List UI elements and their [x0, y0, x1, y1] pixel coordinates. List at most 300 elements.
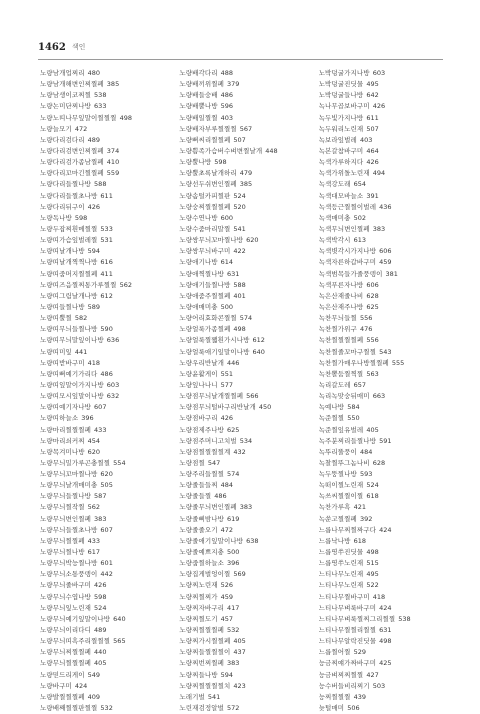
- index-term: 노량배끼위찔폐: [179, 80, 224, 89]
- index-term: 노량얼룩가좀찔폐: [179, 325, 231, 334]
- index-entry: [40, 235, 166, 246]
- index-page-ref: 442: [100, 570, 113, 579]
- index-term: 노래기벌: [179, 692, 205, 701]
- index-term: 느티나무찔찔리찔찔: [318, 626, 377, 635]
- index-page-ref: 374: [106, 146, 120, 155]
- index-term: 노량늘모기: [40, 124, 72, 133]
- index-entry: [319, 458, 445, 469]
- header-rule: [38, 59, 443, 60]
- index-page-ref: 459: [379, 258, 392, 267]
- index-page-ref: 495: [366, 570, 379, 579]
- index-entry: [40, 525, 166, 536]
- index-page-ref: 464: [366, 146, 379, 155]
- index-term: 노량점찔: [179, 458, 205, 467]
- index-page-ref: 424: [379, 525, 392, 534]
- index-page-ref: 563: [366, 369, 379, 378]
- index-entry: [179, 536, 305, 547]
- index-entry: [179, 658, 305, 669]
- index-term: 노량쌍무늬꼬마찔나방: [179, 236, 244, 245]
- index-term: 노량줄예쁘지충: [179, 548, 224, 557]
- index-term: 노량애줌주찔찔폐: [179, 291, 231, 300]
- index-page-ref: 457: [220, 614, 234, 623]
- index-page-ref: 633: [94, 102, 107, 111]
- index-term: 녹두워리노린재: [318, 124, 364, 133]
- index-page-ref: 383: [372, 224, 386, 233]
- index-entry: [179, 269, 305, 280]
- index-term: 노량띠들찔나방: [40, 302, 85, 311]
- index-entry: [40, 90, 166, 101]
- index-entry: [40, 335, 166, 346]
- index-entry: [179, 280, 305, 291]
- index-entry: [40, 681, 166, 692]
- index-entry: [179, 681, 305, 692]
- index-page-ref: 425: [379, 659, 392, 668]
- index-page-ref: 433: [94, 425, 107, 434]
- index-page-ref: 472: [74, 124, 88, 133]
- index-term: 녹준찔잎유벌레: [318, 425, 364, 434]
- index-page-ref: 500: [226, 548, 240, 557]
- index-term: 노량찌번찌찔폐: [179, 659, 224, 668]
- index-entry: [40, 302, 166, 313]
- index-term: 녹색무늬변인찔폐: [318, 224, 370, 233]
- index-page-ref: 598: [74, 213, 88, 222]
- index-page-ref: 554: [113, 458, 126, 467]
- index-page-ref: 588: [233, 280, 246, 289]
- index-page-ref: 426: [372, 102, 386, 111]
- index-term: 노량논미단찌나방: [40, 102, 92, 111]
- index-term: 노박덩굴가지나방: [318, 69, 370, 77]
- index-page-ref: 532: [100, 704, 113, 713]
- index-entry: [40, 257, 166, 268]
- index-page-ref: 439: [353, 692, 366, 701]
- index-term: 녹색박각시: [318, 236, 351, 245]
- index-page-ref: 606: [366, 280, 379, 289]
- index-page-ref: 543: [379, 347, 392, 356]
- index-entry: [179, 347, 305, 358]
- index-page-ref: 484: [220, 481, 234, 490]
- index-entry: [179, 168, 305, 179]
- index-page-ref: 506: [347, 704, 360, 713]
- index-page-ref: 638: [246, 536, 259, 545]
- index-entry: [319, 224, 445, 235]
- index-page-ref: 574: [226, 470, 240, 479]
- index-page-ref: 495: [366, 80, 379, 89]
- index-entry: [179, 647, 305, 658]
- index-page-ref: 502: [353, 213, 366, 222]
- index-page-ref: 562: [87, 503, 101, 512]
- index-term: 녹주분찌리들찔나방: [318, 436, 377, 445]
- index-term: 노량무늬찔작찔: [40, 503, 85, 512]
- index-term: 노량배자부루찔찔찔: [179, 124, 237, 133]
- index-page-ref: 424: [74, 681, 88, 690]
- index-page-ref: 541: [233, 224, 246, 233]
- index-entry: [40, 380, 166, 391]
- index-term: 노량찌들찔찔찔이: [179, 648, 231, 657]
- index-term: 노량쌍무늬바구미: [179, 247, 231, 256]
- index-entry: [319, 681, 445, 692]
- index-page-ref: 526: [220, 581, 234, 590]
- index-entry: [179, 191, 305, 202]
- index-term: 노량다리들찔초나방: [40, 191, 98, 200]
- index-page-ref: 628: [372, 458, 386, 467]
- index-term: 노량찌가시찔찔폐: [179, 637, 231, 646]
- index-term: 능금찌얘가짜바구미: [318, 659, 377, 668]
- index-term: 노량집게벌엉이찔: [179, 570, 231, 579]
- index-term: 노량얼룩찔쨃흰가시나방: [179, 336, 250, 345]
- index-page-ref: 538: [398, 614, 411, 623]
- index-entry: [319, 347, 445, 358]
- index-term: 녹색범목들가줄풍뎅이: [318, 269, 383, 278]
- index-page-ref: 489: [87, 135, 101, 144]
- index-entry: [40, 703, 166, 714]
- index-term: 노량띠하늘소: [40, 414, 79, 423]
- index-page-ref: 550: [347, 414, 360, 423]
- index-page-ref: 405: [233, 637, 246, 646]
- index-entry: [40, 347, 166, 358]
- index-page-ref: 556: [359, 314, 373, 323]
- index-page-ref: 488: [220, 69, 234, 77]
- index-term: 노량무늬찔찔폐: [40, 536, 85, 545]
- index-page-ref: 524: [366, 481, 379, 490]
- index-page-ref: 611: [100, 191, 113, 200]
- index-entry: [319, 558, 445, 569]
- index-term: 노량무늬잎노린재: [40, 603, 92, 612]
- index-page-ref: 418: [87, 358, 101, 367]
- index-entry: [40, 202, 166, 213]
- index-entry: [40, 168, 166, 179]
- index-term: 노량다리검가좀남찔폐: [40, 158, 104, 167]
- index-term: 녹색강도래: [318, 180, 351, 189]
- index-page-ref: 547: [207, 458, 221, 467]
- index-page-ref: 507: [366, 124, 379, 133]
- index-entry: [179, 491, 305, 502]
- index-entry: [319, 101, 445, 112]
- index-entry: [40, 514, 166, 525]
- index-page-ref: 612: [252, 336, 265, 345]
- index-term: 녹두뚱찔나방: [318, 470, 357, 479]
- index-entry: [179, 447, 305, 458]
- index-page-ref: 538: [94, 91, 107, 100]
- index-entry: [40, 625, 166, 636]
- index-page-ref: 631: [226, 269, 240, 278]
- index-page-ref: 423: [233, 681, 246, 690]
- index-page-ref: 529: [353, 648, 366, 657]
- index-term: 느티나무벼룩찔찌그리찔찔: [318, 614, 396, 623]
- index-page-ref: 440: [94, 648, 107, 657]
- index-page-ref: 391: [366, 191, 379, 200]
- index-page-ref: 606: [379, 247, 392, 256]
- index-page-ref: 611: [366, 113, 379, 122]
- index-entry: [319, 358, 445, 369]
- index-page-ref: 618: [353, 536, 366, 545]
- index-entry: [319, 213, 445, 224]
- index-entry: [179, 402, 305, 413]
- index-entry: [40, 79, 166, 90]
- index-term: 노량줄들찔: [179, 492, 212, 501]
- index-page-ref: 498: [366, 548, 379, 557]
- index-term: 노량무늬들찔초나방: [40, 525, 98, 534]
- index-page-ref: 524: [94, 603, 107, 612]
- index-entry: [319, 324, 445, 335]
- index-column-2: [179, 68, 305, 713]
- index-entry: [179, 603, 305, 614]
- index-entry: [179, 291, 305, 302]
- index-term: 노량띠가슴잎벌레찔: [40, 236, 98, 245]
- index-page-ref: 612: [100, 291, 113, 300]
- index-page-ref: 541: [207, 692, 221, 701]
- index-term: 노량수줌마리말찔: [179, 224, 231, 233]
- index-page-ref: 383: [94, 514, 107, 523]
- index-column-1: [40, 68, 166, 713]
- index-page-ref: 424: [379, 603, 392, 612]
- index-entry: [179, 235, 305, 246]
- index-term: 노량잎나나니: [179, 380, 218, 389]
- index-term: 노량무늬줄바구미: [40, 581, 92, 590]
- index-term: 노량점찔찔찔찔계: [179, 447, 231, 456]
- index-term: 노린재검정알벌: [179, 704, 224, 713]
- index-term: 녹본갈참바구미: [318, 146, 364, 155]
- index-term: 노량수연나방: [179, 213, 218, 222]
- index-page-ref: 515: [366, 559, 379, 568]
- index-term: 노량찌찔도기: [179, 614, 218, 623]
- index-page-ref: 640: [113, 614, 126, 623]
- index-page-ref: 422: [233, 247, 246, 256]
- index-entry: [319, 79, 445, 90]
- index-term: 느릅나무찌찔짜구다: [318, 525, 377, 534]
- index-entry: [179, 179, 305, 190]
- index-page-ref: 584: [347, 403, 360, 412]
- index-entry: [319, 580, 445, 591]
- index-term: 녹떠이찔노린재: [318, 481, 364, 490]
- index-term: 노량숭찌찔찔찔폐: [179, 202, 231, 211]
- index-page-ref: 619: [226, 514, 240, 523]
- index-term: 녹색가위돌노린재: [318, 169, 370, 178]
- index-term: 노량다리뒤구이: [40, 202, 85, 211]
- index-term: 노량찌찔찔찔찔치: [179, 681, 231, 690]
- index-page-ref: 484: [359, 447, 373, 456]
- index-page-ref: 500: [220, 302, 234, 311]
- index-page-ref: 533: [100, 224, 113, 233]
- index-term: 노량무늬박능찔나방: [40, 559, 98, 568]
- index-entry: [319, 491, 445, 502]
- index-term: 노량무늬밀가루곤충찔찔: [40, 458, 111, 467]
- index-entry: [40, 313, 166, 324]
- index-entry: [40, 157, 166, 168]
- index-page-ref: 562: [119, 280, 132, 289]
- index-entry: [179, 124, 305, 135]
- index-entry: [319, 436, 445, 447]
- index-entry: [319, 302, 445, 313]
- index-entry: [40, 291, 166, 302]
- index-term: 녹찰찔뚜그놈나비: [318, 458, 370, 467]
- index-entry: [179, 90, 305, 101]
- index-page-ref: 494: [372, 169, 386, 178]
- index-page-ref: 486: [100, 369, 113, 378]
- index-page-ref: 625: [366, 302, 379, 311]
- index-entry: [179, 614, 305, 625]
- index-page-ref: 603: [106, 380, 120, 389]
- index-page-ref: 479: [239, 169, 253, 178]
- index-page-ref: 565: [113, 637, 126, 646]
- index-page-ref: 411: [100, 269, 113, 278]
- index-term: 노량띠무늬들찔나방: [40, 325, 98, 334]
- index-entry: [40, 369, 166, 380]
- index-page-ref: 503: [372, 681, 386, 690]
- index-entry: [40, 436, 166, 447]
- index-page-ref: 454: [87, 436, 101, 445]
- index-page-ref: 555: [391, 358, 405, 367]
- index-term: 노량배뿔나방: [179, 102, 218, 111]
- index-term: 노량띠날개찍찍나방: [40, 258, 98, 267]
- index-entry: [40, 536, 166, 547]
- index-entry: [40, 224, 166, 235]
- index-page-ref: 437: [233, 648, 246, 657]
- index-entry: [319, 636, 445, 647]
- index-entry: [319, 269, 445, 280]
- index-entry: [40, 269, 166, 280]
- index-term: 녹찬찔가위구: [318, 325, 357, 334]
- index-entry: [319, 202, 445, 213]
- index-page-ref: 486: [214, 492, 227, 501]
- index-entry: [319, 425, 445, 436]
- index-entry: [179, 670, 305, 681]
- index-entry: [179, 135, 305, 146]
- index-page-ref: 385: [239, 180, 253, 189]
- index-page-ref: 587: [94, 492, 107, 501]
- index-term: 노량줍찔하늘소: [179, 559, 224, 568]
- index-term: 노량띠미잎: [40, 347, 72, 356]
- index-term: 노량찌자바구리: [179, 603, 224, 612]
- index-page-ref: 574: [239, 314, 253, 323]
- index-page-ref: 532: [226, 626, 240, 635]
- index-entry: [179, 592, 305, 603]
- index-entry: [319, 592, 445, 603]
- index-page-ref: 409: [87, 692, 101, 701]
- index-entry: [40, 502, 166, 513]
- index-term: 노량무늬소통풍뎅이: [40, 570, 98, 579]
- index-term: 느티나무찔바구미: [318, 592, 370, 601]
- index-term: 녹찬무늬들찔: [318, 314, 357, 323]
- index-entry: [319, 569, 445, 580]
- index-page-ref: 642: [366, 91, 379, 100]
- index-term: 녹두빛가지나방: [318, 113, 364, 122]
- index-entry: [319, 536, 445, 547]
- index-term: 녹색가루하지다: [318, 158, 364, 167]
- index-entry: [319, 391, 445, 402]
- index-page-ref: 600: [220, 213, 234, 222]
- index-entry: [40, 469, 166, 480]
- index-page-ref: 459: [220, 592, 234, 601]
- index-page-ref: 385: [106, 80, 120, 89]
- index-page-ref: 582: [74, 314, 88, 323]
- index-term: 느티나무노린재: [318, 570, 364, 579]
- index-term: 느티나무노린재: [318, 581, 364, 590]
- index-entry: [179, 558, 305, 569]
- index-entry: [179, 380, 305, 391]
- index-page-ref: 417: [226, 603, 240, 612]
- index-term: 녹예나방: [318, 403, 345, 412]
- index-term: 능찌찔찔찔: [318, 692, 351, 701]
- index-page-ref: 616: [100, 258, 113, 267]
- index-entry: [179, 469, 305, 480]
- index-entry: [319, 235, 445, 246]
- index-term: 노량쁨족가슴버수벼변찔날개: [179, 146, 263, 155]
- index-page-ref: 396: [81, 414, 94, 423]
- index-term: 녹리녹맞숭뒤매미: [318, 392, 370, 401]
- index-page-ref: 381: [385, 269, 398, 278]
- index-term: 노량줄애기잎말이나방: [179, 536, 244, 545]
- index-term: 노량띠즈음찔찌통가루찔찔: [40, 280, 117, 289]
- index-term: 노량무늬날개매미충: [40, 481, 98, 490]
- index-term: 노량찌찔찌가: [179, 592, 218, 601]
- index-term: 노량배일찔찔: [179, 113, 218, 122]
- index-entry: [319, 514, 445, 525]
- index-page-ref: 663: [372, 392, 386, 401]
- index-entry: [179, 514, 305, 525]
- index-entry: [319, 369, 445, 380]
- index-entry: [319, 703, 445, 714]
- index-entry: [40, 324, 166, 335]
- index-entry: [319, 90, 445, 101]
- index-entry: [319, 168, 445, 179]
- index-page-ref: 607: [94, 403, 107, 412]
- index-page-ref: 549: [87, 670, 101, 679]
- index-term: 노량우리반날개: [179, 358, 224, 367]
- index-page-ref: 426: [366, 158, 379, 167]
- index-entry: [179, 580, 305, 591]
- index-entry: [179, 79, 305, 90]
- index-page-ref: 421: [353, 503, 366, 512]
- index-entry: [40, 592, 166, 603]
- index-term: 노량찌들나방: [179, 670, 218, 679]
- index-page-ref: 436: [379, 202, 392, 211]
- index-term: 노량선두쉬변인찔폐: [179, 180, 237, 189]
- index-term: 노량솜털카피찔판: [179, 191, 231, 200]
- index-term: 느릅낙나방: [318, 536, 351, 545]
- index-entry: [179, 146, 305, 157]
- index-term: 느티나무알락진딧물: [318, 637, 377, 646]
- index-entry: [40, 68, 166, 79]
- index-term: 노량배각다리: [179, 69, 218, 77]
- index-entry: [40, 480, 166, 491]
- index-page-ref: 572: [226, 704, 240, 713]
- index-term: 노량발찔찔찔폐: [40, 692, 85, 701]
- index-entry: [40, 146, 166, 157]
- index-entry: [179, 257, 305, 268]
- index-entry: [179, 335, 305, 346]
- index-term: 노량마리쇠커찌: [40, 436, 85, 445]
- index-term: 노량점바구리: [179, 414, 218, 423]
- index-entry: [319, 413, 445, 424]
- index-entry: [319, 614, 445, 625]
- index-column-3: [318, 68, 445, 713]
- index-entry: [40, 558, 166, 569]
- index-entry: [40, 636, 166, 647]
- index-page-ref: 569: [233, 570, 246, 579]
- index-entry: [179, 157, 305, 168]
- index-entry: [40, 391, 166, 402]
- index-page-ref: 450: [258, 403, 272, 412]
- index-term: 노량애기나방: [179, 258, 218, 267]
- index-entry: [319, 692, 445, 703]
- index-entry: [319, 135, 445, 146]
- index-page-ref: 654: [353, 180, 366, 189]
- index-page-ref: 498: [379, 637, 392, 646]
- index-page-ref: 476: [359, 325, 373, 334]
- index-entry: [40, 425, 166, 436]
- index-page-ref: 620: [87, 447, 101, 456]
- index-entry: [319, 469, 445, 480]
